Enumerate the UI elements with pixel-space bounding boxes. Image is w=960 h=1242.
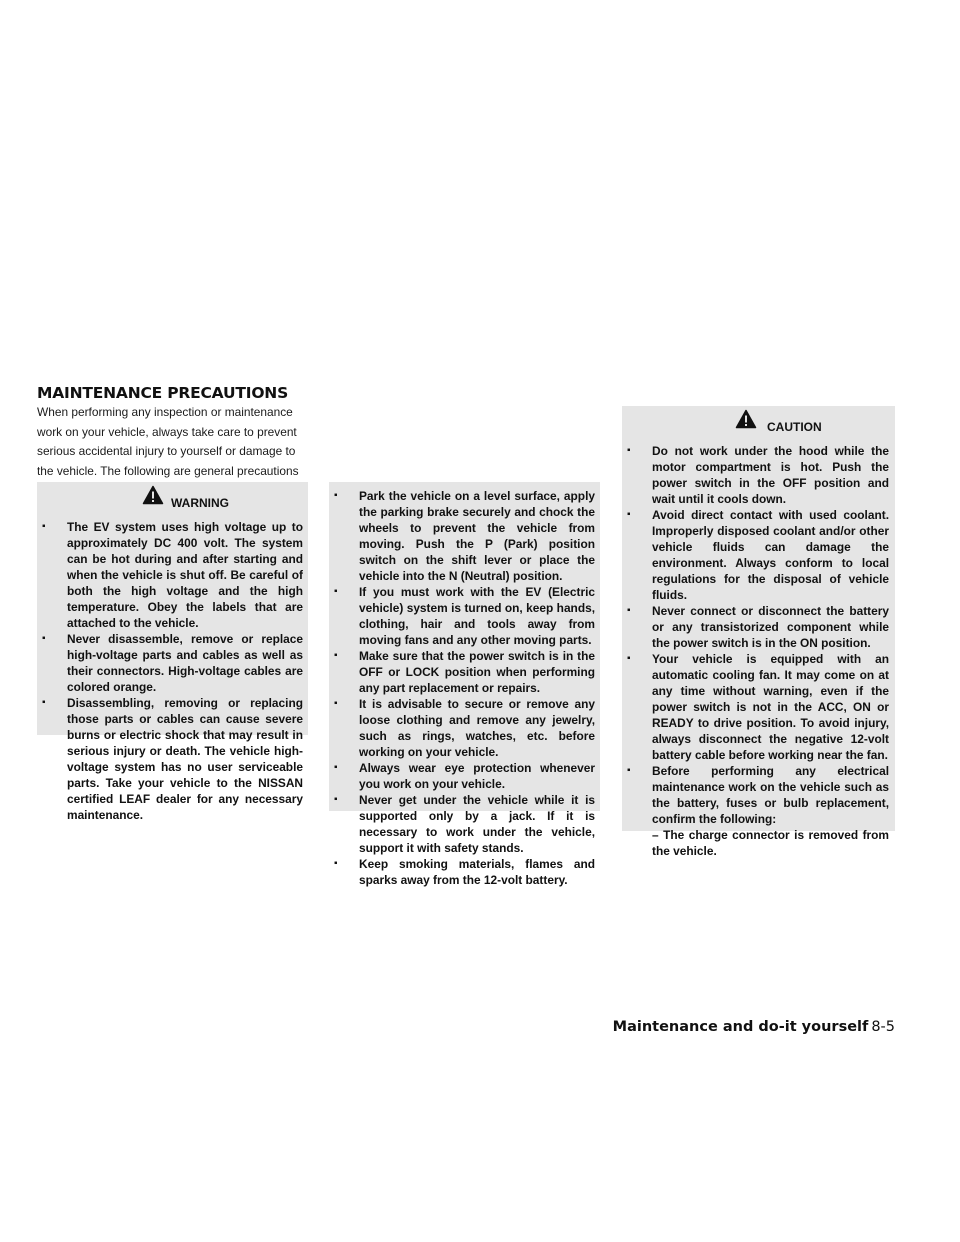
list-item: ▪ Before performing any electrical maintenance work on the vehicle such as the battery, fuses or bulb replacement, confirm the following: [624, 763, 889, 827]
list-item: ▪ Never disassemble, remove or replace high-voltage parts and cables as well as their connectors. High-voltage cables are colored orange. [39, 631, 303, 695]
caution-sub-item: – The charge connector is removed from the vehicle. [652, 828, 889, 858]
list-item: ▪ Do not work under the hood while the motor compartment is hot. Push the power switch in the OFF position and wait until it cools down. [624, 443, 889, 507]
warning-title: WARNING [171, 496, 229, 510]
list-item: ▪ Keep smoking materials, flames and sparks away from the 12-volt battery. [331, 856, 595, 888]
page-footer [613, 1018, 895, 1036]
section-title: MAINTENANCE PRECAUTIONS [37, 384, 289, 402]
caution-title: CAUTION [767, 420, 822, 434]
warning-triangle-icon [735, 409, 757, 434]
list-item: ▪ Your vehicle is equipped with an automatic cooling fan. It may come on at any time without warning, even if the power switch is not in the ACC, ON or READY to drive position. To avoid injury, always disconnect the negative 12-volt battery cable before working near the fan. [624, 651, 889, 763]
list-item: ▪ It is advisable to secure or remove any loose clothing and remove any jewelry, such as rings, watches, etc. before working on your vehicle. [331, 696, 595, 760]
list-item: ▪ The EV system uses high voltage up to approximately DC 400 volt. The system can be hot during and after starting and when the vehicle is shut off. Be careful of both the high voltage and the high temperature. Obey the labels that are attached to the vehicle. [39, 519, 303, 631]
list-item: ▪ Disassembling, removing or replacing those parts or cables can cause severe burns or electric shock that may result in serious injury or death. The vehicle high-voltage system has no user serviceable parts. Take your vehicle to the NISSAN certified LEAF dealer for any necessary maintenance. [39, 695, 303, 823]
warning-triangle-icon [142, 485, 164, 510]
page-number: 8-5 [871, 1019, 895, 1035]
list-item: ▪ Avoid direct contact with used coolant. Improperly disposed coolant and/or other vehicle fluids can damage the environment. Always conform to local regulations for the disposal of vehicle fluids. [624, 507, 889, 603]
warning-box [37, 482, 308, 822]
caution-box [622, 406, 895, 858]
list-item: ▪ Make sure that the power switch is in the OFF or LOCK position when performing any part replacement or repairs. [331, 648, 595, 696]
warning-list [39, 519, 303, 823]
list-item: ▪ If you must work with the EV (Electric vehicle) system is turned on, keep hands, clothing, hair and tools away from moving fans and any other moving parts. [331, 584, 595, 648]
list-item: ▪ Never get under the vehicle while it is supported only by a jack. If it is necessary to work under the vehicle, support it with safety stands. [331, 792, 595, 856]
list-item: ▪ Never connect or disconnect the battery or any transistorized component while the power switch is in the ON position. [624, 603, 889, 651]
warning-continued-box [329, 482, 600, 887]
footer-chapter-title: Maintenance and do-it yourself [612, 1019, 869, 1035]
warning-continued-list [331, 488, 595, 888]
list-item: ▪ Always wear eye protection whenever you work on your vehicle. [331, 760, 595, 792]
list-item: ▪ Park the vehicle on a level surface, apply the parking brake securely and chock the wheels to prevent the vehicle from moving. Push the P (Park) position switch on the shift lever or place the vehicle into the N (Neutral) position. [331, 488, 595, 584]
intro-paragraph: When performing any inspection or maintenance work on your vehicle, always take care to prevent serious accidental injury to yourself or damage to the vehicle. The following are general precautions [37, 405, 299, 478]
warning-header [39, 482, 303, 519]
caution-list [624, 443, 889, 827]
caution-header [624, 406, 889, 443]
